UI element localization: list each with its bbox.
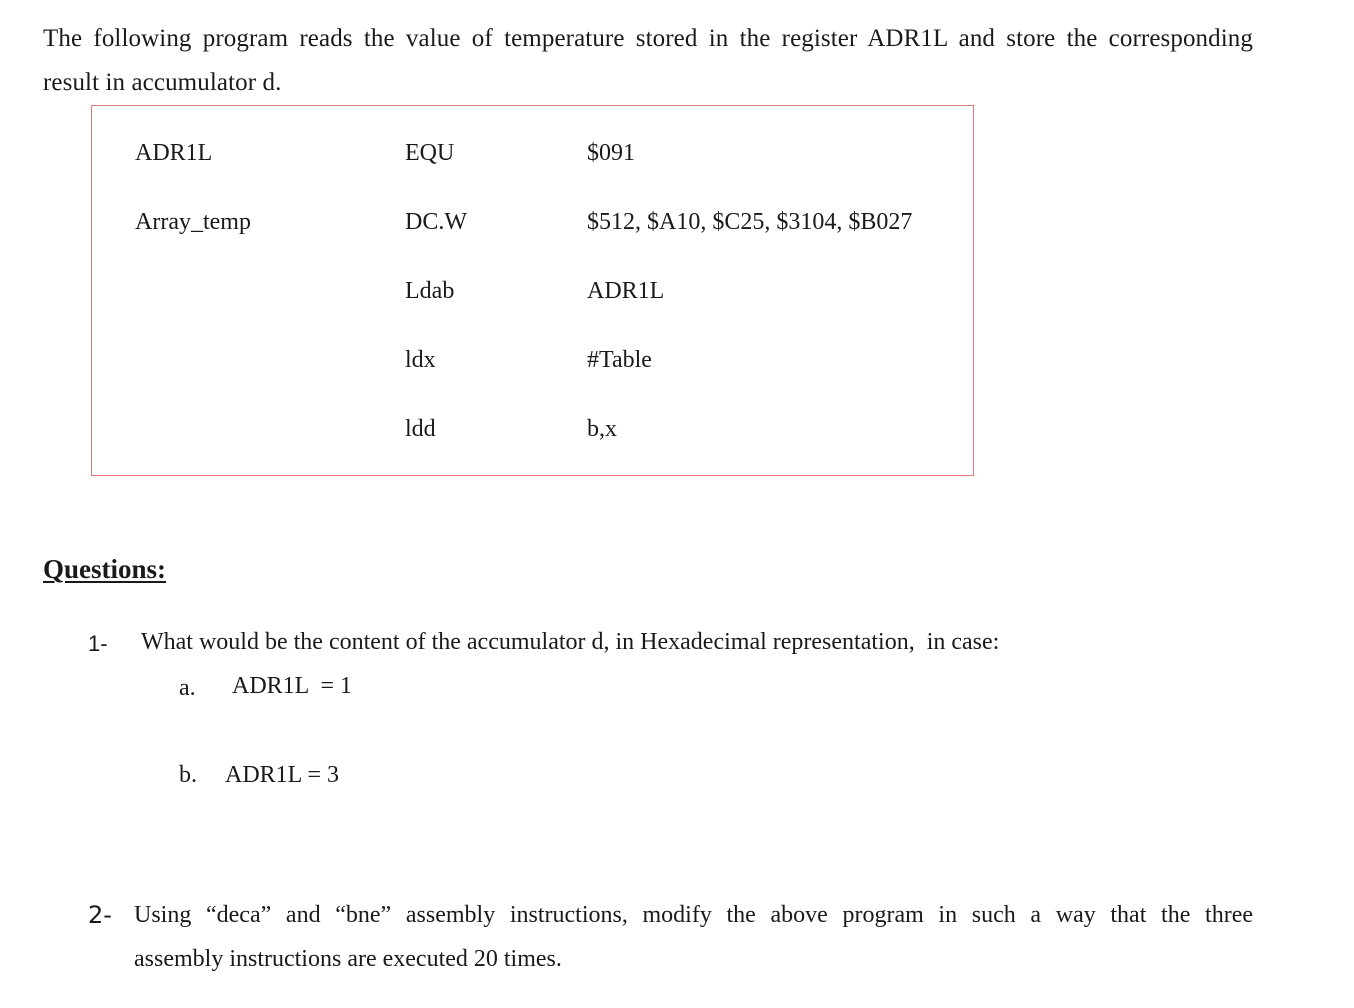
code-op: DC.W — [405, 209, 467, 235]
code-operand: #Table — [587, 347, 652, 373]
question-1b-text: ADR1L = 3 — [225, 762, 339, 788]
questions-heading: Questions: — [43, 554, 167, 584]
code-label: ADR1L — [135, 140, 213, 166]
code-operand: ADR1L — [587, 278, 665, 304]
question-2-number: 2- — [88, 901, 112, 929]
question-1-text: What would be the content of the accumulator d, in Hexadecimal representation, in case: — [141, 629, 1000, 655]
code-operand: b,x — [587, 416, 617, 442]
question-1b-letter: b. — [179, 762, 197, 788]
code-operand: $512, $A10, $C25, $3104, $B027 — [587, 209, 913, 235]
question-2-line-2: assembly instructions are executed 20 times. — [134, 946, 562, 972]
code-label: Array_temp — [135, 209, 251, 235]
code-op: Ldab — [405, 278, 455, 304]
code-listing-box — [91, 105, 974, 476]
question-1a-text: ADR1L = 1 — [232, 673, 352, 699]
intro-line-2: result in accumulator d. — [43, 69, 282, 96]
code-op: EQU — [405, 140, 455, 166]
question-2-line-1: Using “deca” and “bne” assembly instructions, modify the above program in such a way that the three — [134, 902, 1253, 928]
code-operand: $091 — [587, 140, 635, 166]
code-op: ldx — [405, 347, 436, 373]
intro-line-1: The following program reads the value of temperature stored in the register ADR1L and store the corresponding — [43, 25, 1253, 52]
question-1a-letter: a. — [179, 675, 196, 701]
question-1-number: 1- — [88, 631, 108, 656]
code-op: ldd — [405, 416, 436, 442]
